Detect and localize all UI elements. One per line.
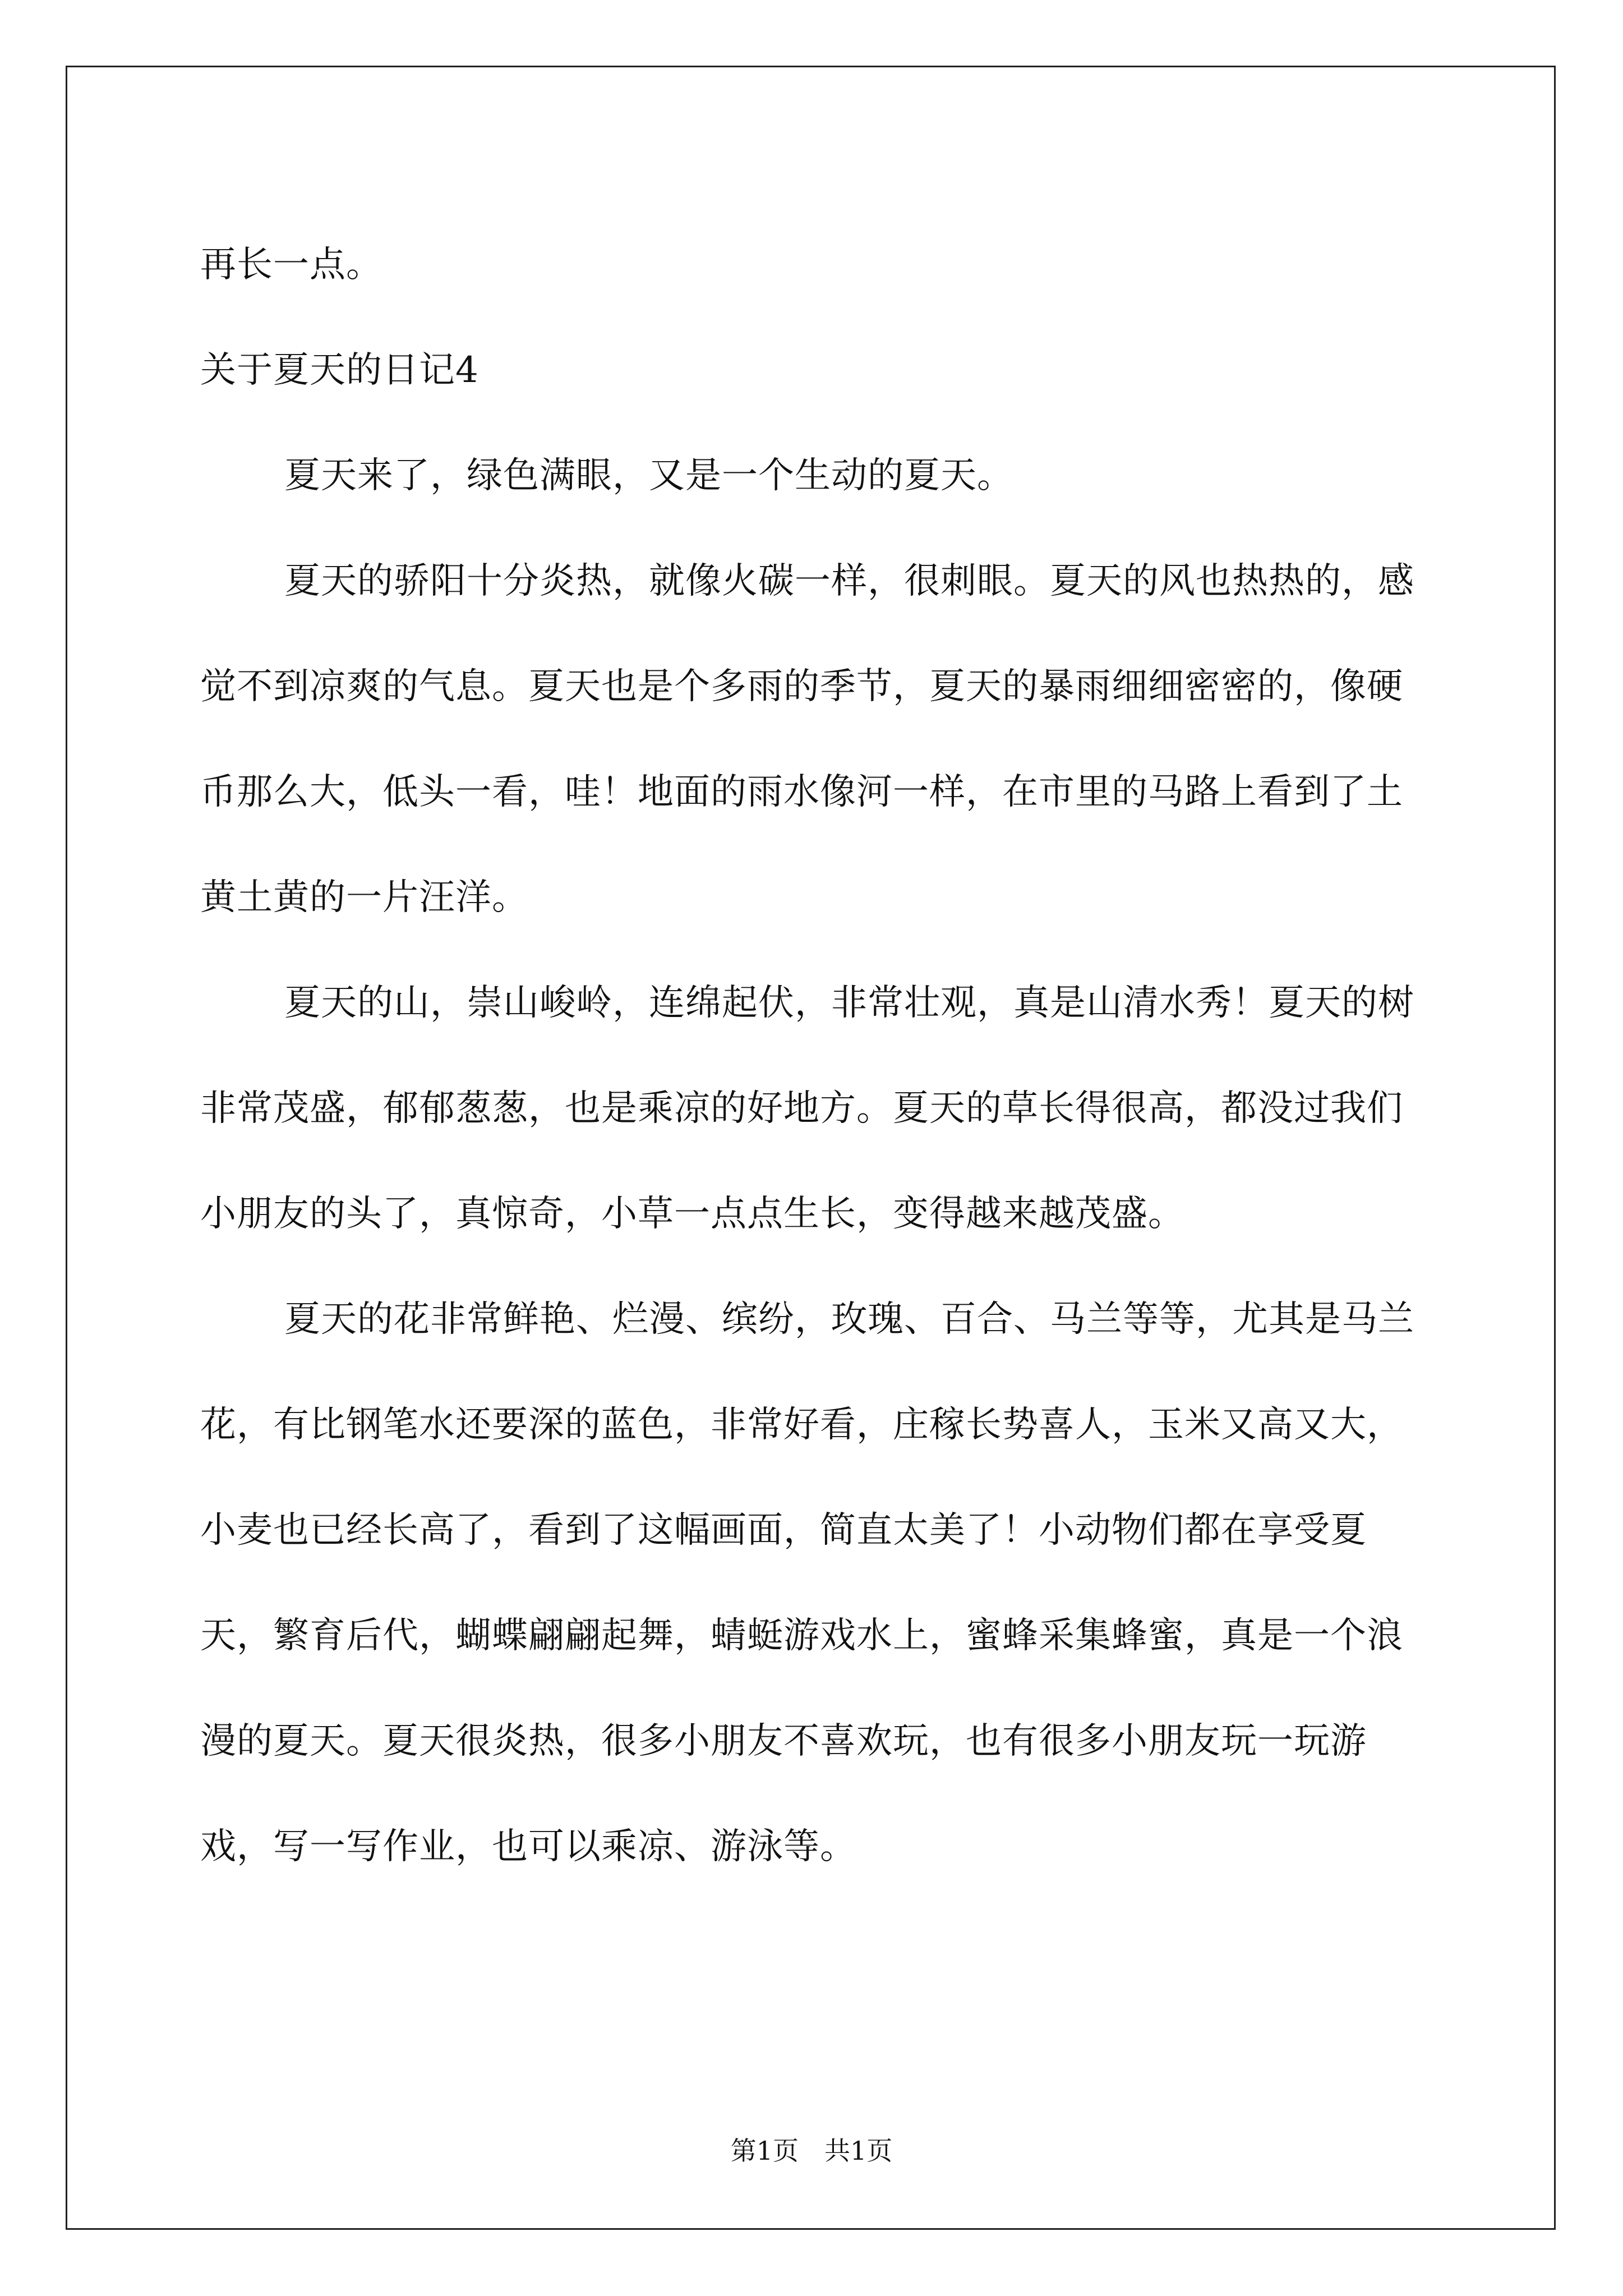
paragraph-2: 夏天的骄阳十分炎热，就像火碳一样，很刺眼。夏天的风也热热的，感觉不到凉爽的气息。夏天也是个多雨的季节，夏天的暴雨细细密密的，像硬币那么大，低头一看，哇！地面的雨水像河一样，在市里的马路上看到了土黄土黄的一片汪洋。 <box>200 560 1414 918</box>
paragraph-3: 夏天的山，崇山峻岭，连绵起伏，非常壮观，真是山清水秀！夏天的树非常茂盛，郁郁葱葱，也是乘凉的好地方。夏天的草长得很高，都没过我们小朋友的头了，真惊奇，小草一点点生长，变得越来越茂盛。 <box>200 982 1414 1235</box>
continuation-line: 再长一点。 <box>200 244 382 286</box>
paragraph-1: 夏天来了，绿色满眼，又是一个生动的夏天。 <box>284 455 1013 496</box>
paragraph-4: 夏天的花非常鲜艳、烂漫、缤纷，玫瑰、百合、马兰等等，尤其是马兰花，有比钢笔水还要深的蓝色，非常好看，庄稼长势喜人，玉米又高又大，小麦也已经长高了，看到了这幅画面，简直太美了！小动物们都在享受夏天，繁育后代，蝴蝶翩翩起舞，蜻蜓游戏水上，蜜蜂采集蜂蜜，真是一个浪漫的夏天。夏天很炎热，很多小朋友不喜欢玩，也有很多小朋友玩一玩游戏，写一写作业，也可以乘凉、游泳等。 <box>200 1299 1414 1867</box>
document-body <box>200 212 1423 1899</box>
page-number-footer: 第1页 共1页 <box>730 2136 893 2166</box>
section-heading: 关于夏天的日记4 <box>200 349 479 391</box>
